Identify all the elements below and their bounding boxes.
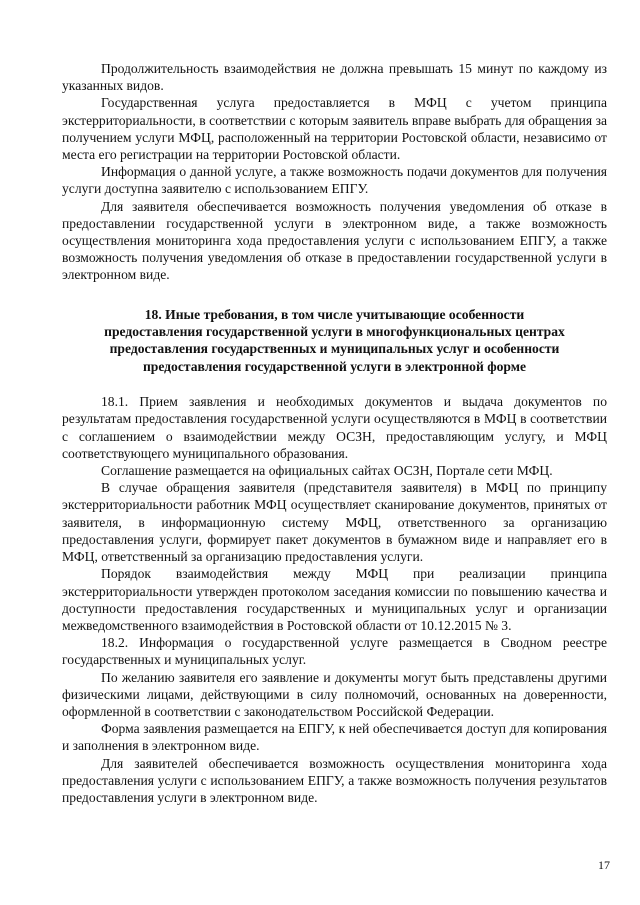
section-heading-line: предоставления государственной услуги в многофункциональных центрах <box>104 324 565 340</box>
paragraph-epgu-info: Информация о данной услуге, а также возможность подачи документов для получения услуги доступна заявителю с использованием ЕПГУ. <box>62 164 607 197</box>
section-heading-line: предоставления государственных и муниципальных услуг и особенности <box>109 341 560 357</box>
document-body <box>62 60 607 806</box>
page-number: 17 <box>598 858 610 872</box>
paragraph-application-form: Форма заявления размещается на ЕПГУ, к ней обеспечивается доступ для копирования и заполнения в электронном виде. <box>62 721 607 754</box>
paragraph-refusal-notification: Для заявителя обеспечивается возможность получения уведомления об отказе в предоставлении государственной услуги в электронном виде, а также возможность осуществления мониторинга хода предоставления услуги с использованием ЕПГУ, а также возможность получения уведомления об отказе в предоставлении государственной услуги в электронном виде. <box>62 198 607 283</box>
section-heading-line: 18. Иные требования, в том числе учитывающие особенности <box>144 306 525 322</box>
paragraph-monitoring: Для заявителей обеспечивается возможность осуществления мониторинга хода предоставления услуги с использованием ЕПГУ, а также возможность получения результатов предоставления услуги в электронном виде. <box>62 755 607 805</box>
section-heading-line: предоставления государственной услуги в электронной форме <box>142 358 527 374</box>
paragraph-duration: Продолжительность взаимодействия не должна превышать 15 минут по каждому из указанных видов. <box>62 61 607 94</box>
paragraph-18-2: 18.2. Информация о государственной услуге размещается в Сводном реестре государственных и муниципальных услуг. <box>62 635 607 668</box>
paragraph-representatives: По желанию заявителя его заявление и документы могут быть представлены другими физическими лицами, действующими в силу полномочий, основанных на доверенности, оформленной в соответствии с законодательством Российской Федерации. <box>62 669 607 719</box>
paragraph-interaction-order: Порядок взаимодействия между МФЦ при реализации принципа экстерриториальности утвержден протоколом заседания комиссии по повышению качества и доступности предоставления государственных и муниципальных услуг и организации межведомственного взаимодействия в Ростовской области от 10.12.2015 № 3. <box>62 566 607 633</box>
paragraph-18-1: 18.1. Прием заявления и необходимых документов и выдача документов по результатам предоставления государственной услуги осуществляются в МФЦ в соответствии с соглашением о взаимодействии между ОСЗН, предоставляющим услугу, и МФЦ соответствующего муниципального образования. <box>62 394 607 461</box>
paragraph-agreement: Соглашение размещается на официальных сайтах ОСЗН, Портале сети МФЦ. <box>101 463 553 479</box>
paragraph-extraterritoriality: Государственная услуга предоставляется в МФЦ с учетом принципа экстерриториальности, в соответствии с которым заявитель вправе выбрать для обращения за получением услуги МФЦ, расположенный на территории Ростовской области, независимо от места его регистрации на территории Ростовской области. <box>62 95 607 163</box>
paragraph-mfc-scanning: В случае обращения заявителя (представителя заявителя) в МФЦ по принципу экстерриториальности работник МФЦ осуществляет сканирование документов, принятых от заявителя, в информационную систему МФЦ, ответственного за организацию предоставления услуги, формирует пакет документов в бумажном виде и направляет его в МФЦ, ответственный за организацию предоставления услуги. <box>62 480 607 565</box>
section-heading <box>62 306 607 376</box>
